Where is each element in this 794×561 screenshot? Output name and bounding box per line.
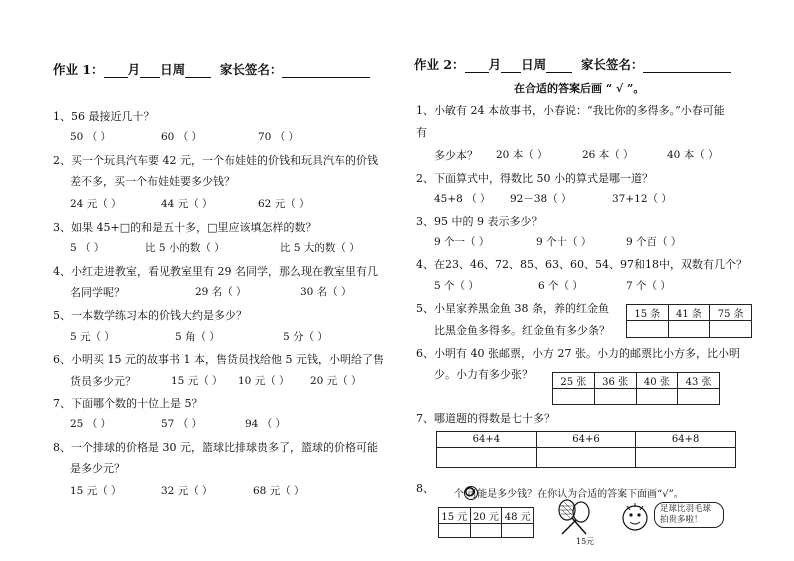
question-4-cont: 名同学呢？ xyxy=(70,286,125,299)
option[interactable]: 6 个（ ） xyxy=(538,280,583,292)
answer-cell[interactable] xyxy=(536,448,636,468)
option[interactable]: 9 个一（ ） xyxy=(434,236,490,248)
option[interactable]: 24 元（ ） xyxy=(70,198,122,210)
question-1: 1、56 最接近几十？ xyxy=(53,110,155,123)
option[interactable]: 94 （ ） xyxy=(245,418,287,430)
option[interactable]: 40 本（ ） xyxy=(667,149,719,161)
answer-cell[interactable] xyxy=(437,448,537,468)
option[interactable]: 25 （ ） xyxy=(70,418,112,430)
answer-table-7 xyxy=(436,431,736,468)
answer-cell[interactable] xyxy=(553,389,595,405)
speech-bubble: 足球比羽毛球拍贵多啦！ xyxy=(654,502,724,528)
answer-cell[interactable] xyxy=(470,524,502,538)
cartoon-face-icon xyxy=(620,500,650,536)
option[interactable]: 68 元（ ） xyxy=(253,485,305,497)
table-cell: 15 元 xyxy=(439,508,471,524)
table-cell: 15 条 xyxy=(627,305,669,321)
month-blank[interactable] xyxy=(465,60,489,73)
option[interactable]: 5 个（ ） xyxy=(434,280,479,292)
question-5: 5、一本数学练习本的价钱大约是多少？ xyxy=(53,309,247,322)
option[interactable]: 9 个百（ ） xyxy=(626,236,682,248)
option[interactable]: 60 （ ） xyxy=(161,131,203,143)
table-cell: 75 条 xyxy=(710,305,752,321)
question-4: 4、在23、46、72、85、63、60、54、97和18中，双数有几个？ xyxy=(416,258,747,271)
table-cell: 20 元 xyxy=(470,508,502,524)
option[interactable]: 20 本（ ） xyxy=(496,149,548,161)
answer-table-5 xyxy=(626,304,752,338)
parent-signature-blank[interactable] xyxy=(643,60,731,73)
table-cell: 43 张 xyxy=(678,373,720,389)
table-cell: 36 张 xyxy=(594,373,636,389)
question-6: 6、小明有 40 张邮票，小方 27 张。小力的邮票比小方多，比小明 xyxy=(416,347,740,360)
question-8-cont: 是多少元？ xyxy=(70,462,125,475)
question-7: 7、下面哪个数的十位上是 5？ xyxy=(53,397,203,410)
question-1-cont2: 多少本？ xyxy=(434,149,478,162)
table-cell: 41 条 xyxy=(668,305,710,321)
question-2-cont: 差不多，买一个布娃娃要多少钱？ xyxy=(70,175,235,188)
day-blank[interactable] xyxy=(140,65,160,78)
day-blank[interactable] xyxy=(501,60,521,73)
option[interactable]: 70 （ ） xyxy=(258,131,300,143)
instructions: 在合适的答案后画 “ √ ”。 xyxy=(514,82,645,95)
option[interactable]: 5 （ ） xyxy=(70,242,105,254)
question-4: 4、小红走进教室，看见教室里有 29 名同学，那么现在教室里有几 xyxy=(53,265,378,278)
question-8: 8、一个排球的价格是 30 元，篮球比排球贵多了，篮球的价格可能 xyxy=(53,441,378,454)
question-7: 7、哪道题的得数是七十多？ xyxy=(416,412,555,425)
answer-cell[interactable] xyxy=(636,389,678,405)
option[interactable]: 92－38（ ） xyxy=(510,193,572,205)
question-2: 2、买一个玩具汽车要 42 元，一个布娃娃的价钱和玩具汽车的价钱 xyxy=(53,154,378,167)
parent-signature-blank[interactable] xyxy=(282,65,370,78)
week-blank[interactable] xyxy=(546,60,572,73)
option[interactable]: 57 （ ） xyxy=(161,418,203,430)
option[interactable]: 5 角（ ） xyxy=(175,331,220,343)
option[interactable]: 50 （ ） xyxy=(70,131,112,143)
option[interactable]: 29 名（ ） xyxy=(195,286,247,298)
racket-price: 15元 xyxy=(576,537,595,546)
option[interactable]: 32 元（ ） xyxy=(161,485,213,497)
option[interactable]: 37+12（ ） xyxy=(612,193,672,205)
table-cell: 48 元 xyxy=(502,508,534,524)
option[interactable]: 比 5 大的数（ ） xyxy=(280,242,360,254)
answer-cell[interactable] xyxy=(594,389,636,405)
table-cell: 64+4 xyxy=(437,432,537,448)
question-6-cont: 货员多少元？ xyxy=(70,375,136,388)
question-6-cont: 少。小力有多少张？ xyxy=(434,368,533,381)
question-8-text: 个 可能是多少钱？在你认为合适的答案下面画“√”。 xyxy=(454,489,684,500)
option[interactable]: 15 元（ ） xyxy=(70,485,122,497)
answer-cell[interactable] xyxy=(710,321,752,338)
month-blank[interactable] xyxy=(104,65,128,78)
option[interactable]: 10 元（ ） xyxy=(238,375,290,387)
option[interactable]: 45+8 （ ） xyxy=(434,193,491,205)
table-cell: 64+8 xyxy=(636,432,736,448)
question-8: 8、 xyxy=(416,482,434,495)
badminton-racket-icon xyxy=(554,498,594,538)
option[interactable]: 7 个（ ） xyxy=(626,280,671,292)
option[interactable]: 26 本（ ） xyxy=(582,149,634,161)
option[interactable]: 5 元（ ） xyxy=(70,331,115,343)
option[interactable]: 15 元（ ） xyxy=(171,375,223,387)
question-6: 6、小明买 15 元的故事书 1 本，售货员找给他 5 元钱，小明给了售 xyxy=(53,353,384,366)
option[interactable]: 20 元（ ） xyxy=(310,375,362,387)
option[interactable]: 44 元（ ） xyxy=(161,198,213,210)
question-2: 2、下面算式中，得数比 50 小的算式是哪一道？ xyxy=(416,172,653,185)
question-1: 1、小敏有 24 本故事书，小春说：“我比你的多得多。”小春可能 xyxy=(416,104,725,117)
homework-1-header: 作业 1： 月 日周 家长签名： xyxy=(53,60,370,78)
answer-cell[interactable] xyxy=(439,524,471,538)
question-5-cont: 比黑金鱼多得多。红金鱼有多少条？ xyxy=(434,324,610,337)
table-cell: 25 张 xyxy=(553,373,595,389)
table-cell: 40 张 xyxy=(636,373,678,389)
answer-cell[interactable] xyxy=(627,321,669,338)
option[interactable]: 9 个十（ ） xyxy=(536,236,592,248)
question-3: 3、如果 45+□的和是五十多，□里应该填怎样的数？ xyxy=(53,221,317,234)
answer-cell[interactable] xyxy=(678,389,720,405)
homework-2-header: 作业 2： 月 日周 家长签名： xyxy=(414,55,731,73)
table-cell: 64+6 xyxy=(536,432,636,448)
answer-table-8 xyxy=(438,507,534,538)
question-5: 5、小星家养黑金鱼 38 条，养的红金鱼 xyxy=(416,302,609,315)
option[interactable]: 5 分（ ） xyxy=(283,331,328,343)
week-blank[interactable] xyxy=(185,65,211,78)
question-1-cont: 有 xyxy=(416,126,427,139)
answer-table-6 xyxy=(552,372,720,405)
answer-cell[interactable] xyxy=(668,321,710,338)
option[interactable]: 比 5 小的数（ ） xyxy=(145,242,225,254)
question-3: 3、95 中的 9 表示多少？ xyxy=(416,215,543,228)
answer-cell[interactable] xyxy=(502,524,534,538)
option[interactable]: 30 名（ ） xyxy=(300,286,352,298)
answer-cell[interactable] xyxy=(636,448,736,468)
option[interactable]: 62 元（ ） xyxy=(258,198,310,210)
